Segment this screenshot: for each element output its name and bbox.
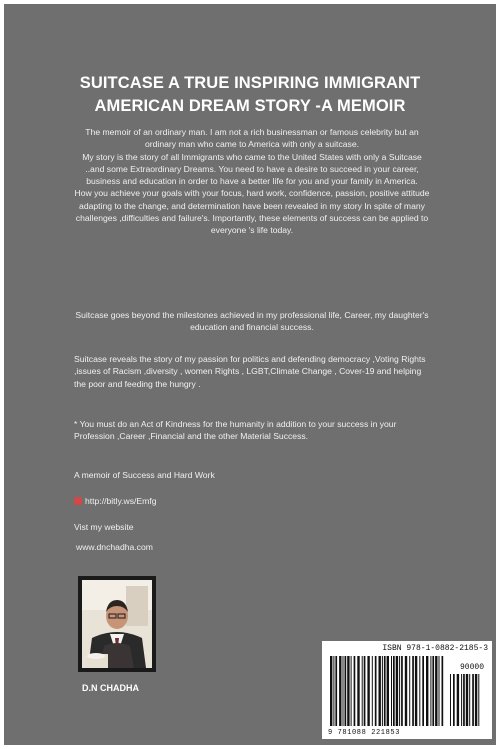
isbn-number: ISBN 978-1-0882-2185-3 [382, 644, 488, 653]
blurb-milestones [74, 309, 430, 334]
blurb-paragraph-2: My story is the story of all Immigrants who came to the United States with only a Suitcase ..and some Extraordinary Dreams. You need to have a desire to succeed in your career, business and education in order to have a better life for you and your family in America. [82, 151, 422, 187]
author-photo [78, 576, 156, 672]
blurb-kindness [74, 418, 430, 443]
barcode-bars [322, 641, 492, 739]
website-link[interactable]: www.dnchadha.com [76, 542, 153, 552]
title-line-1: SUITCASE A TRUE INSPIRING IMMIGRANT [79, 74, 421, 92]
short-link-row[interactable] [74, 496, 156, 506]
short-link[interactable]: http://bitly.ws/Emfg [85, 496, 157, 506]
author-name: D.N CHADHA [82, 683, 139, 693]
blurb-upper [74, 126, 430, 237]
book-title [4, 72, 496, 118]
back-cover [4, 4, 496, 745]
blurb-paragraph-4: Suitcase goes beyond the milestones achieved in my professional life, Career, my daughter's education and financial success. [75, 310, 429, 333]
isbn-barcode-box [322, 641, 492, 739]
blurb-passion [74, 353, 430, 390]
blurb-paragraph-3: How you achieve your goals with your focus, hard work, confidence, passion, positive attitude adapting to the change, and determination have been revealed in my story In spite of many challenges ,difficulties and failure's. Importantly, these elements of success can be applied to everyone 's life today. [74, 188, 430, 236]
link-marker-icon [74, 497, 82, 505]
blurb-paragraph-6: * You must do an Act of Kindness for the humanity in addition to your success in your Profession ,Career ,Financial and the other Material Success. [74, 419, 397, 442]
price-code: 90000 [459, 663, 484, 672]
blurb-paragraph-5: Suitcase reveals the story of my passion for politics and defending democracy ,Voting Rights ,issues of Racism ,diversity , women Rights , LGBT,Climate Change , Cover-19 and helping the poor and feeding the hungry . [74, 354, 426, 389]
barcode-digits: 9 781088 221853 [328, 729, 401, 737]
blurb-paragraph-1: The memoir of an ordinary man. I am not a rich businessman or famous celebrity but an ordinary man who came to America with only a suitcase. [85, 127, 419, 150]
visit-website-label: Vist my website [74, 522, 134, 532]
tagline: A memoir of Success and Hard Work [74, 470, 215, 480]
author-portrait-image [78, 576, 156, 672]
title-line-2: AMERICAN DREAM STORY -A MEMOIR [94, 97, 406, 115]
